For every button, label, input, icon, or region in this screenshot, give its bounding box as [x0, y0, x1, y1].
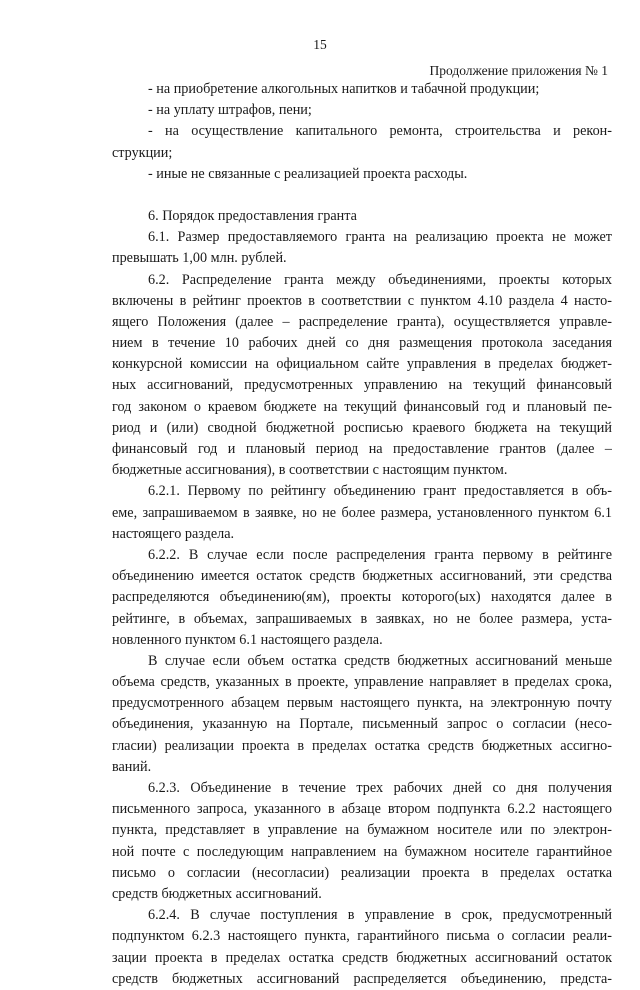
- text-line: объема средств, указанных в проекте, управление направляет в пределах срока,: [112, 674, 612, 691]
- text-line: пункта, представляет в управление на бумажном носителе или по электрон-: [112, 822, 612, 839]
- text-line: струкции;: [112, 144, 173, 161]
- text-line: - на осуществление капитального ремонта, строительства и рекон-: [148, 123, 612, 140]
- text-line: бюджетные ассигнования), в соответствии с настоящим пунктом.: [112, 462, 508, 479]
- text-line: ной почте с последующим направлением на бумажном носителе гарантийное: [112, 843, 612, 860]
- text-line: ных ассигнований, предусмотренных управлению на текущий финансовый: [112, 377, 612, 394]
- text-line: распределяются объединению(ям), проекты которого(ых) находятся далее в: [112, 589, 612, 606]
- text-line: - на уплату штрафов, пени;: [148, 102, 312, 119]
- text-line: год законом о краевом бюджете на текущий финансовый год и плановый пе-: [112, 398, 612, 415]
- text-line: еме, запрашиваемом в заявке, но не более размера, установленного пунктом 6.1: [112, 504, 612, 521]
- text-line: гласии) реализации проекта в пределах остатка средств бюджетных ассигно-: [112, 737, 612, 754]
- text-line: финансовый год и плановый период на предоставление грантов (далее –: [112, 441, 612, 457]
- text-line: - на приобретение алкогольных напитков и табачной продукции;: [148, 81, 540, 97]
- section-heading: 6. Порядок предоставления гранта: [148, 207, 357, 224]
- text-line: подпунктом 6.2.3 настоящего пункта, гарантийного письма о согласии реали-: [112, 928, 612, 945]
- text-line: письменного запроса, указанного в абзаце втором подпункта 6.2.2 настоящего: [112, 801, 612, 818]
- text-line: 6.2.4. В случае поступления в управление в срок, предусмотренный: [148, 907, 612, 924]
- text-line: ваний.: [112, 758, 152, 775]
- text-line: 6.2.1. Первому по рейтингу объединению грант предоставляется в объ-: [148, 483, 612, 500]
- text-line: средств бюджетных ассигнований.: [112, 885, 322, 902]
- text-line: конкурсной комиссии на официальном сайте управления в пределах бюджет-: [112, 356, 612, 373]
- page-number: 15: [313, 37, 327, 52]
- text-line: зации проекта в пределах остатка средств бюджетных ассигнований остаток: [112, 949, 612, 966]
- text-line: новленного пунктом 6.1 настоящего раздела.: [112, 631, 383, 648]
- appendix-continuation-note: Продолжение приложения № 1: [429, 63, 608, 78]
- text-line: риод и (или) сводной бюджетной росписью краевого бюджета на текущий: [112, 419, 612, 436]
- text-line: В случае если объем остатка средств бюджетных ассигнований меньше: [148, 652, 612, 669]
- text-line: рейтинге, в объемах, запрашиваемых в заявках, но не более размера, уста-: [112, 610, 612, 627]
- text-line: нием в течение 10 рабочих дней со дня размещения протокола заседания: [112, 335, 612, 352]
- text-line: 6.2.3. Объединение в течение трех рабочих дней со дня получения: [148, 780, 612, 796]
- text-line: ящего Положения (далее – распределение гранта), осуществляется управле-: [112, 313, 612, 330]
- text-line: 6.2.2. В случае если после распределения гранта первому в рейтинге: [148, 546, 612, 563]
- text-line: письмо о согласии (несогласии) реализации проекта в пределах остатка: [112, 864, 612, 881]
- text-line: включены в рейтинг проектов в соответствии с пунктом 4.10 раздела 4 насто-: [112, 292, 612, 309]
- text-line: объединению имеется остаток средств бюджетных ассигнований, эти средства: [112, 568, 612, 585]
- text-line: 6.2. Распределение гранта между объединениями, проекты которых: [148, 271, 612, 288]
- text-line: 6.1. Размер предоставляемого гранта на реализацию проекта не может: [148, 229, 612, 246]
- text-line: настоящего раздела.: [112, 525, 235, 542]
- text-line: объединения, указанную на Портале, письменный запрос о согласии (несо-: [112, 716, 612, 733]
- text-line: - иные не связанные с реализацией проекта расходы.: [148, 165, 468, 182]
- text-line: средств бюджетных ассигнований распределяется объединению, предста-: [112, 970, 612, 987]
- text-line: предусмотренного абзацем первым настоящего пункта, на электронную почту: [112, 695, 612, 712]
- document-body: [112, 79, 612, 990]
- text-line: превышать 1,00 млн. рублей.: [112, 250, 287, 267]
